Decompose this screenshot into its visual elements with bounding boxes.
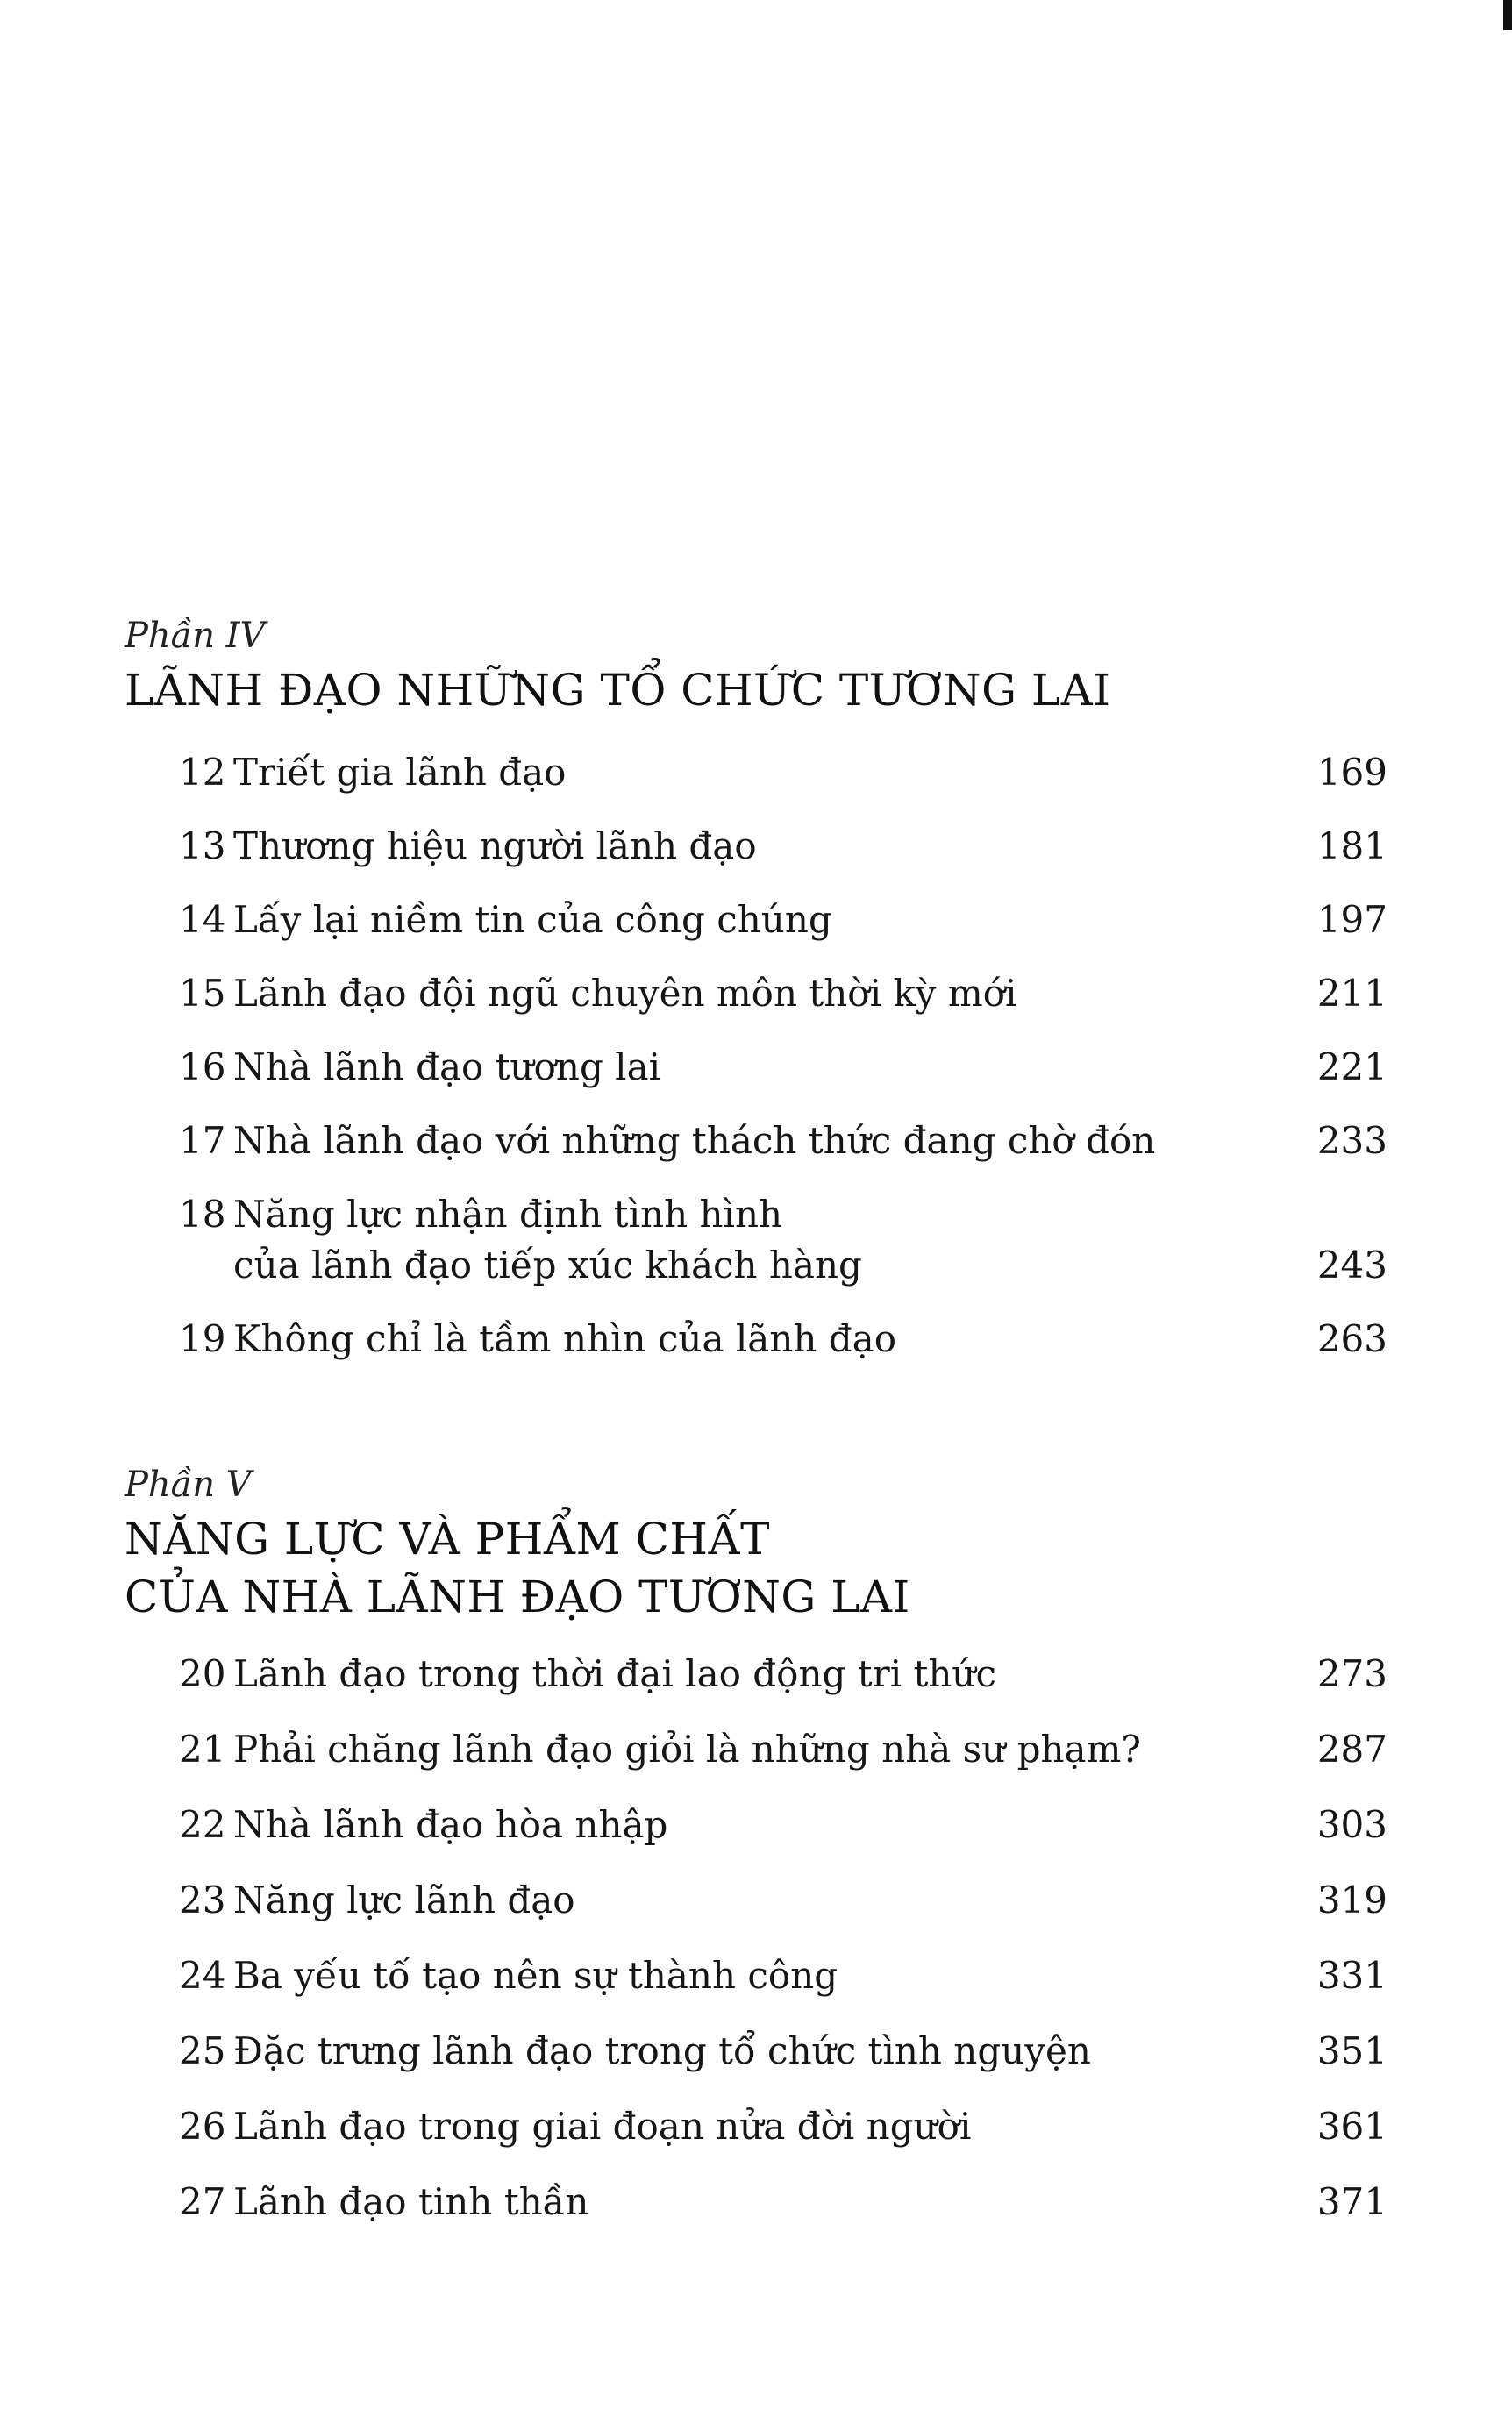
chapter-title-line: của lãnh đạo tiếp xúc khách hàng (233, 1244, 862, 1287)
toc-entry (125, 1950, 1387, 2001)
page-number: 319 (1316, 1879, 1387, 1921)
chapter-title: Không chỉ là tầm nhìn của lãnh đạo (233, 1317, 896, 1360)
part-title-line: LÃNH ĐẠO NHỮNG TỔ CHỨC TƯƠNG LAI (125, 665, 1111, 716)
toc-entry (125, 1314, 1387, 1365)
chapter-title: Nhà lãnh đạo với những thách thức đang chờ đón (233, 1119, 1156, 1162)
page-number: 197 (1316, 898, 1387, 941)
chapter-number: 23 (179, 1879, 226, 1921)
chapter-title: Lãnh đạo tinh thần (233, 2180, 589, 2223)
toc-entry (125, 1800, 1387, 1850)
chapter-title: Lãnh đạo trong thời đại lao động tri thức (233, 1652, 996, 1695)
toc-entry (125, 1116, 1387, 1166)
chapter-number: 27 (179, 2180, 226, 2223)
part-label: Phần V (125, 1465, 252, 1505)
toc-entry (125, 2177, 1387, 2228)
page-number: 221 (1316, 1045, 1387, 1088)
toc-entry (125, 1042, 1387, 1093)
toc-entry (125, 968, 1387, 1019)
toc-entry (125, 1875, 1387, 1926)
page-number: 233 (1316, 1119, 1387, 1162)
part-title-line: NĂNG LỰC VÀ PHẨM CHẤT (125, 1514, 770, 1565)
chapter-title: Năng lực lãnh đạo (233, 1879, 575, 1921)
chapter-number: 18 (179, 1193, 226, 1236)
chapter-title: Triết gia lãnh đạo (233, 751, 567, 794)
chapter-number: 19 (179, 1317, 226, 1360)
page-number: 287 (1316, 1728, 1387, 1771)
page-number: 211 (1316, 972, 1387, 1015)
page-number: 263 (1316, 1317, 1387, 1360)
part-title (125, 661, 1387, 719)
chapter-number: 15 (179, 972, 226, 1015)
chapter-number: 26 (179, 2105, 226, 2148)
chapter-number: 13 (179, 824, 226, 867)
chapter-number: 17 (179, 1119, 226, 1162)
chapter-title (233, 1189, 1247, 1291)
part-label: Phần IV (125, 616, 266, 656)
part-title (125, 1510, 1387, 1626)
chapter-title: Ba yếu tố tạo nên sự thành công (233, 1954, 838, 1997)
toc-list (125, 747, 1387, 1365)
toc-entry (125, 821, 1387, 872)
toc-list (125, 1649, 1387, 2228)
toc-entry (125, 2026, 1387, 2077)
chapter-number: 16 (179, 1045, 226, 1088)
page-number: 361 (1316, 2105, 1387, 2148)
chapter-title: Thương hiệu người lãnh đạo (233, 824, 757, 867)
page-number: 273 (1316, 1652, 1387, 1695)
part-title-line: CỦA NHÀ LÃNH ĐẠO TƯƠNG LAI (125, 1572, 910, 1622)
page-number: 243 (1316, 1244, 1387, 1287)
toc-entry (125, 747, 1387, 798)
toc-entry (125, 895, 1387, 945)
page-number: 303 (1316, 1803, 1387, 1846)
chapter-number: 20 (179, 1652, 226, 1695)
chapter-title: Phải chăng lãnh đạo giỏi là những nhà sư phạm? (233, 1728, 1141, 1771)
chapter-title: Lãnh đạo đội ngũ chuyên môn thời kỳ mới (233, 972, 1017, 1015)
chapter-title: Lãnh đạo trong giai đoạn nửa đời người (233, 2105, 972, 2148)
chapter-title: Nhà lãnh đạo hòa nhập (233, 1803, 668, 1846)
page-number: 331 (1316, 1954, 1387, 1997)
page-number: 371 (1316, 2180, 1387, 2223)
toc-entry (125, 2101, 1387, 2152)
chapter-title-line: Năng lực nhận định tình hình (233, 1193, 783, 1236)
page-number: 351 (1316, 2029, 1387, 2072)
part-v-section (125, 1463, 1387, 2228)
chapter-number: 25 (179, 2029, 226, 2072)
chapter-title: Nhà lãnh đạo tương lai (233, 1045, 661, 1088)
chapter-number: 21 (179, 1728, 226, 1771)
page-number: 169 (1316, 751, 1387, 794)
part-iv-section (125, 614, 1387, 1365)
chapter-number: 22 (179, 1803, 226, 1846)
toc-entry (125, 1724, 1387, 1775)
page-number: 181 (1316, 824, 1387, 867)
toc-entry (125, 1189, 1387, 1291)
chapter-title: Lấy lại niềm tin của công chúng (233, 898, 832, 941)
chapter-number: 14 (179, 898, 226, 941)
chapter-number: 12 (179, 751, 226, 794)
chapter-number: 24 (179, 1954, 226, 1997)
toc-entry (125, 1649, 1387, 1700)
chapter-title: Đặc trưng lãnh đạo trong tổ chức tình nguyện (233, 2029, 1091, 2072)
page-edge-mark (1503, 0, 1512, 30)
